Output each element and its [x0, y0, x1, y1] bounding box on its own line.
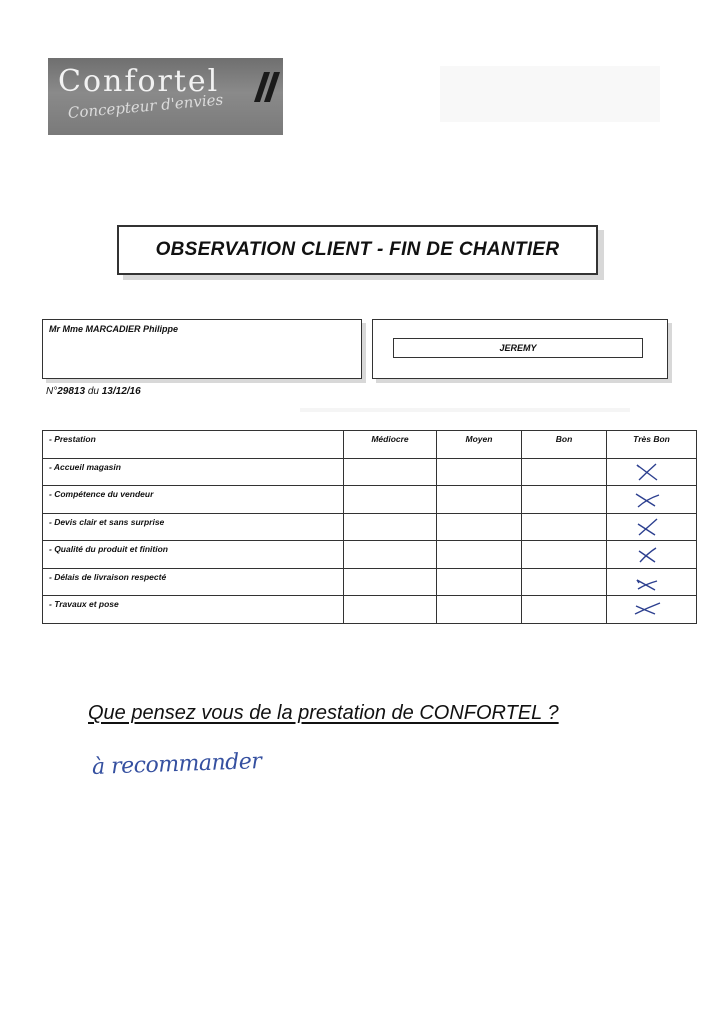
- table-row: [43, 513, 697, 541]
- cell-tres-bon[interactable]: [607, 568, 697, 596]
- checkmark-x-icon: [633, 516, 663, 538]
- order-date: 13/12/16: [101, 386, 141, 397]
- table-row: [43, 486, 697, 514]
- checkmark-x-icon: [633, 543, 663, 565]
- checkmark-x-icon: [633, 461, 663, 483]
- evaluation-table: [42, 430, 697, 624]
- cell-tres-bon[interactable]: [607, 486, 697, 514]
- cell-moyen[interactable]: [437, 458, 522, 486]
- cell-mediocre[interactable]: [344, 513, 437, 541]
- cell-bon[interactable]: [522, 541, 607, 569]
- form-title-box: [117, 225, 598, 275]
- table-row: [43, 568, 697, 596]
- cell-moyen[interactable]: [437, 568, 522, 596]
- checkmark-x-icon: [633, 571, 663, 593]
- cell-bon[interactable]: [522, 513, 607, 541]
- cell-mediocre[interactable]: [344, 568, 437, 596]
- question-heading: Que pensez vous de la prestation de CONFORTEL ?: [88, 702, 559, 724]
- table-row: [43, 458, 697, 486]
- row-label: - Compétence du vendeur: [43, 486, 344, 514]
- client-box: [42, 319, 362, 379]
- row-label: - Qualité du produit et finition: [43, 541, 344, 569]
- checkmark-x-icon: [633, 598, 667, 620]
- logo-brand: Confortel: [58, 64, 220, 99]
- table-row: [43, 541, 697, 569]
- cell-bon[interactable]: [522, 458, 607, 486]
- scan-ghost: [300, 408, 630, 412]
- table-row: [43, 596, 697, 624]
- order-number: 29813: [57, 386, 86, 397]
- cell-tres-bon[interactable]: [607, 596, 697, 624]
- row-label: - Travaux et pose: [43, 596, 344, 624]
- cell-mediocre[interactable]: [344, 596, 437, 624]
- cell-moyen[interactable]: [437, 541, 522, 569]
- order-du: du: [87, 386, 99, 397]
- order-line: [46, 386, 141, 397]
- cell-moyen[interactable]: [437, 596, 522, 624]
- cell-mediocre[interactable]: [344, 486, 437, 514]
- cell-moyen[interactable]: [437, 513, 522, 541]
- cell-bon[interactable]: [522, 568, 607, 596]
- logo-slashes-icon: [244, 72, 280, 102]
- header-bon: Bon: [522, 431, 607, 459]
- logo-tagline: Concepteur d'envies: [67, 90, 224, 122]
- header-moyen: Moyen: [437, 431, 522, 459]
- vendor-name: JEREMY: [393, 338, 643, 358]
- scan-ghost: [440, 66, 660, 122]
- cell-tres-bon[interactable]: [607, 513, 697, 541]
- row-label: - Délais de livraison respecté: [43, 568, 344, 596]
- cell-moyen[interactable]: [437, 486, 522, 514]
- cell-mediocre[interactable]: [344, 458, 437, 486]
- row-label: - Accueil magasin: [43, 458, 344, 486]
- row-label: - Devis clair et sans surprise: [43, 513, 344, 541]
- cell-tres-bon[interactable]: [607, 541, 697, 569]
- cell-tres-bon[interactable]: [607, 458, 697, 486]
- table-header-row: [43, 431, 697, 459]
- cell-bon[interactable]: [522, 596, 607, 624]
- header-prestation: - Prestation: [43, 431, 344, 459]
- vendor-box: [372, 319, 668, 379]
- header-tres-bon: Très Bon: [607, 431, 697, 459]
- handwritten-answer: à recommander: [91, 749, 262, 780]
- cell-mediocre[interactable]: [344, 541, 437, 569]
- confortel-logo: [48, 58, 283, 135]
- client-name: Mr Mme MARCADIER Philippe: [49, 324, 179, 334]
- checkmark-x-icon: [633, 488, 663, 510]
- cell-bon[interactable]: [522, 486, 607, 514]
- header-mediocre: Médiocre: [344, 431, 437, 459]
- form-title: OBSERVATION CLIENT - FIN DE CHANTIER: [155, 239, 560, 260]
- order-prefix: N°: [46, 386, 58, 397]
